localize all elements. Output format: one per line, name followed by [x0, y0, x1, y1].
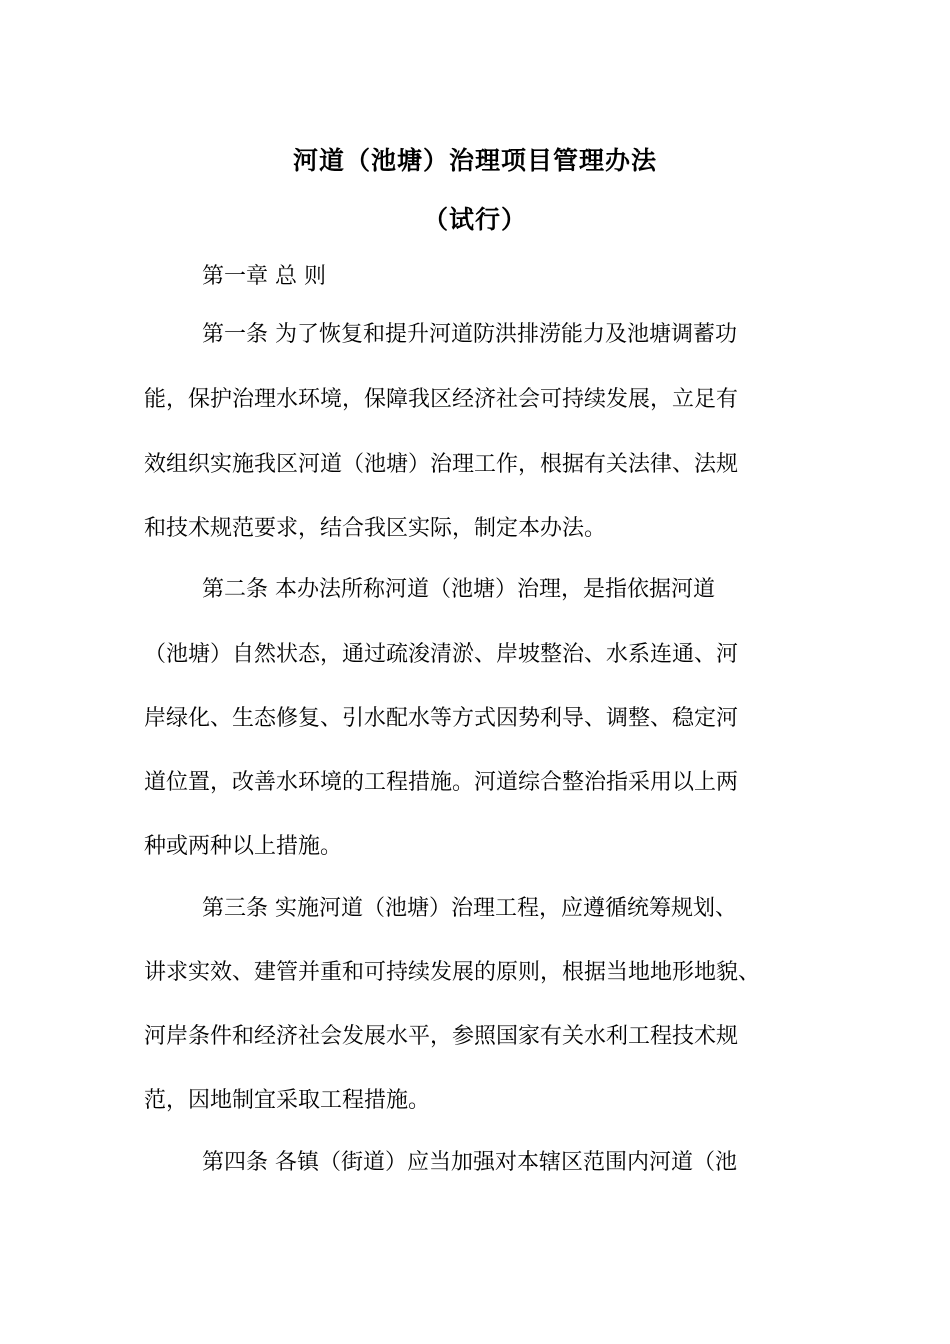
article-4-line-1: 第四条 各镇（街道）应当加强对本辖区范围内河道（池	[202, 1150, 737, 1175]
article-1-line-1: 第一条 为了恢复和提升河道防洪排涝能力及池塘调蓄功	[202, 322, 737, 347]
article-2-line-3: 岸绿化、生态修复、引水配水等方式因势利导、调整、稳定河	[144, 706, 739, 731]
chapter-heading: 第一章 总 则	[202, 264, 326, 289]
article-2-line-5: 种或两种以上措施。	[144, 834, 343, 859]
article-3-line-3: 河岸条件和经济社会发展水平，参照国家有关水利工程技术规	[144, 1024, 739, 1049]
article-2-line-4: 道位置，改善水环境的工程措施。河道综合整治指采用以上两	[144, 770, 739, 795]
article-1-line-2: 能，保护治理水环境，保障我区经济社会可持续发展，立足有	[144, 387, 739, 412]
article-3-line-1: 第三条 实施河道（池塘）治理工程，应遵循统筹规划、	[202, 896, 737, 921]
document-title: 河道（池塘）治理项目管理办法	[292, 146, 657, 175]
article-2-line-2: （池塘）自然状态，通过疏浚清淤、岸坡整治、水系连通、河	[144, 642, 739, 667]
document-subtitle: （试行）	[422, 205, 527, 234]
article-1-line-3: 效组织实施我区河道（池塘）治理工作，根据有关法律、法规	[144, 452, 739, 477]
article-3-line-2: 讲求实效、建管并重和可持续发展的原则，根据当地地形地貌、	[144, 960, 761, 985]
article-1-line-4: 和技术规范要求，结合我区实际，制定本办法。	[144, 516, 607, 541]
article-3-line-4: 范，因地制宜采取工程措施。	[144, 1088, 431, 1113]
article-2-line-1: 第二条 本办法所称河道（池塘）治理，是指依据河道	[202, 577, 715, 602]
